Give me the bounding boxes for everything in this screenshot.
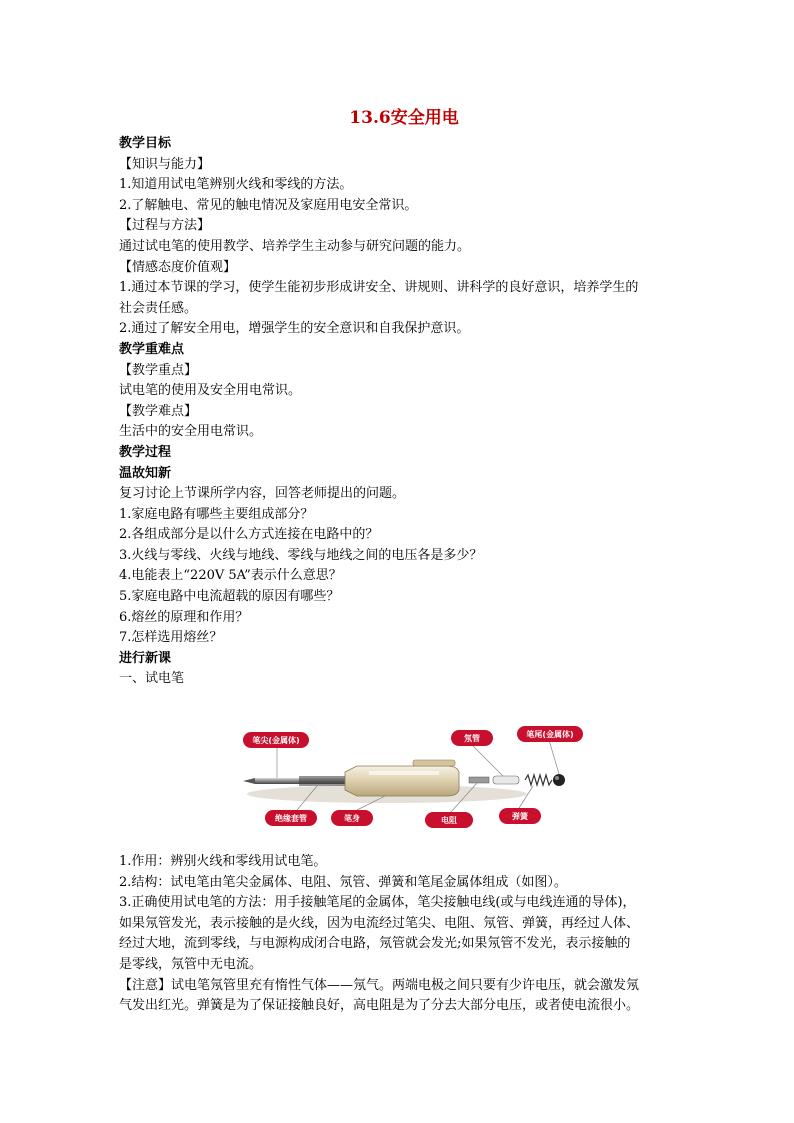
section-heading: 教学过程 bbox=[119, 444, 172, 460]
label-tip: 笔尖(金属体) bbox=[252, 736, 300, 746]
text-line: 是零线，氖管中无电流。 bbox=[119, 957, 263, 972]
text-line: 【情感态度价值观】 bbox=[119, 259, 237, 275]
text-line: 5.家庭电路中电流超载的原因有哪些？ bbox=[119, 589, 340, 605]
leader-spring-line bbox=[519, 786, 533, 808]
text-line: 6.熔丝的原理和作用？ bbox=[119, 609, 249, 625]
text-line: 【教学难点】 bbox=[119, 403, 198, 419]
text-line: 通过试电笔的使用教学、培养学生主动参与研究问题的能力。 bbox=[119, 238, 471, 254]
body-highlight-shape bbox=[369, 771, 439, 775]
text-line: 经过大地，流到零线，与电源构成闭合电路，氖管就会发光;如果氖管不发光，表示接触的 bbox=[119, 936, 631, 952]
section-heading: 教学目标 bbox=[119, 136, 172, 151]
label-resistor: 电阻 bbox=[441, 816, 457, 826]
text-line: 1.知道用试电笔辨别火线和零线的方法。 bbox=[119, 177, 353, 193]
text-line: 4.电能表上“220V 5A”表示什么意思？ bbox=[119, 568, 342, 584]
text-line: 【过程与方法】 bbox=[119, 218, 211, 234]
text-line: 一、试电笔 bbox=[119, 671, 185, 687]
neon-tube-shape bbox=[493, 776, 519, 784]
text-line: 1.通过本节课的学习，使学生能初步形成讲安全、讲规则、讲科学的良好意识，培养学生的 bbox=[119, 280, 639, 296]
test-pen-diagram bbox=[237, 726, 583, 838]
text-line: 2.通过了解安全用电，增强学生的安全意识和自我保护意识。 bbox=[119, 321, 470, 337]
section-heading: 教学重难点 bbox=[119, 341, 185, 357]
section-heading: 温故知新 bbox=[119, 465, 172, 481]
label-neon: 氖管 bbox=[464, 734, 480, 744]
text-line: 3.正确使用试电笔的方法：用手接触笔尾的金属体，笔尖接触电线(或与电线连通的导体)， bbox=[119, 895, 636, 911]
leader-neon-line bbox=[473, 746, 503, 776]
insulating-sleeve-shape bbox=[299, 776, 345, 786]
resistor-shape bbox=[469, 777, 489, 783]
lesson-objectives-section bbox=[119, 134, 689, 690]
text-line: 2.结构：试电笔由笔尖金属体、电阻、氖管、弹簧和笔尾金属体组成（如图）。 bbox=[119, 874, 567, 890]
pen-clip-shape bbox=[413, 760, 455, 766]
section-heading: 进行新课 bbox=[119, 650, 172, 666]
text-line: 【教学重点】 bbox=[119, 362, 198, 378]
text-line: 社会责任感。 bbox=[119, 300, 198, 316]
tail-metal-shape bbox=[553, 774, 565, 786]
text-line: 1.家庭电路有哪些主要组成部分？ bbox=[119, 506, 314, 522]
tail-highlight-shape bbox=[555, 776, 559, 780]
text-line: 1.作用：辨别火线和零线用试电笔。 bbox=[119, 854, 327, 870]
label-sleeve: 绝缘套管 bbox=[275, 814, 307, 824]
text-line: 生活中的安全用电常识。 bbox=[119, 424, 263, 440]
label-body: 笔身 bbox=[344, 814, 360, 824]
spring-shape bbox=[525, 775, 552, 785]
page-title: 13.6安全用电 bbox=[349, 108, 459, 128]
text-line: 2.各组成部分是以什么方式连接在电路中的？ bbox=[119, 527, 379, 543]
pen-body-shape bbox=[345, 766, 459, 796]
test-pen-explanation-section bbox=[119, 852, 689, 1017]
text-line: 3.火线与零线、火线与地线、零线与地线之间的电压各是多少？ bbox=[119, 547, 483, 563]
label-tail: 笔尾(金属体) bbox=[526, 730, 574, 740]
document-page bbox=[119, 100, 689, 1017]
leader-tail-line bbox=[549, 740, 559, 774]
text-line: 【知识与能力】 bbox=[119, 156, 211, 172]
text-line: 如果氖管发光，表示接触的是火线，因为电流经过笔尖、电阻、氖管、弹簧，再经过人体、 bbox=[119, 915, 640, 931]
text-line: 气发出红光。弹簧是为了保证接触良好，高电阻是为了分去大部分电压，或者使电流很小。 bbox=[119, 998, 640, 1014]
text-line: 【注意】试电笔氖管里充有惰性气体——氖气。两端电极之间只要有少许电压，就会激发氖 bbox=[119, 977, 640, 993]
text-line: 复习讨论上节课所学内容，回答老师提出的问题。 bbox=[119, 486, 406, 502]
metal-tip-point-shape bbox=[243, 778, 255, 784]
label-spring: 弹簧 bbox=[512, 812, 528, 822]
text-line: 7.怎样选用熔丝？ bbox=[119, 630, 223, 646]
text-line: 试电笔的使用及安全用电常识。 bbox=[119, 383, 302, 399]
text-line: 2.了解触电、常见的触电情况及家庭用电安全常识。 bbox=[119, 197, 418, 213]
test-pen-figure bbox=[237, 726, 583, 838]
